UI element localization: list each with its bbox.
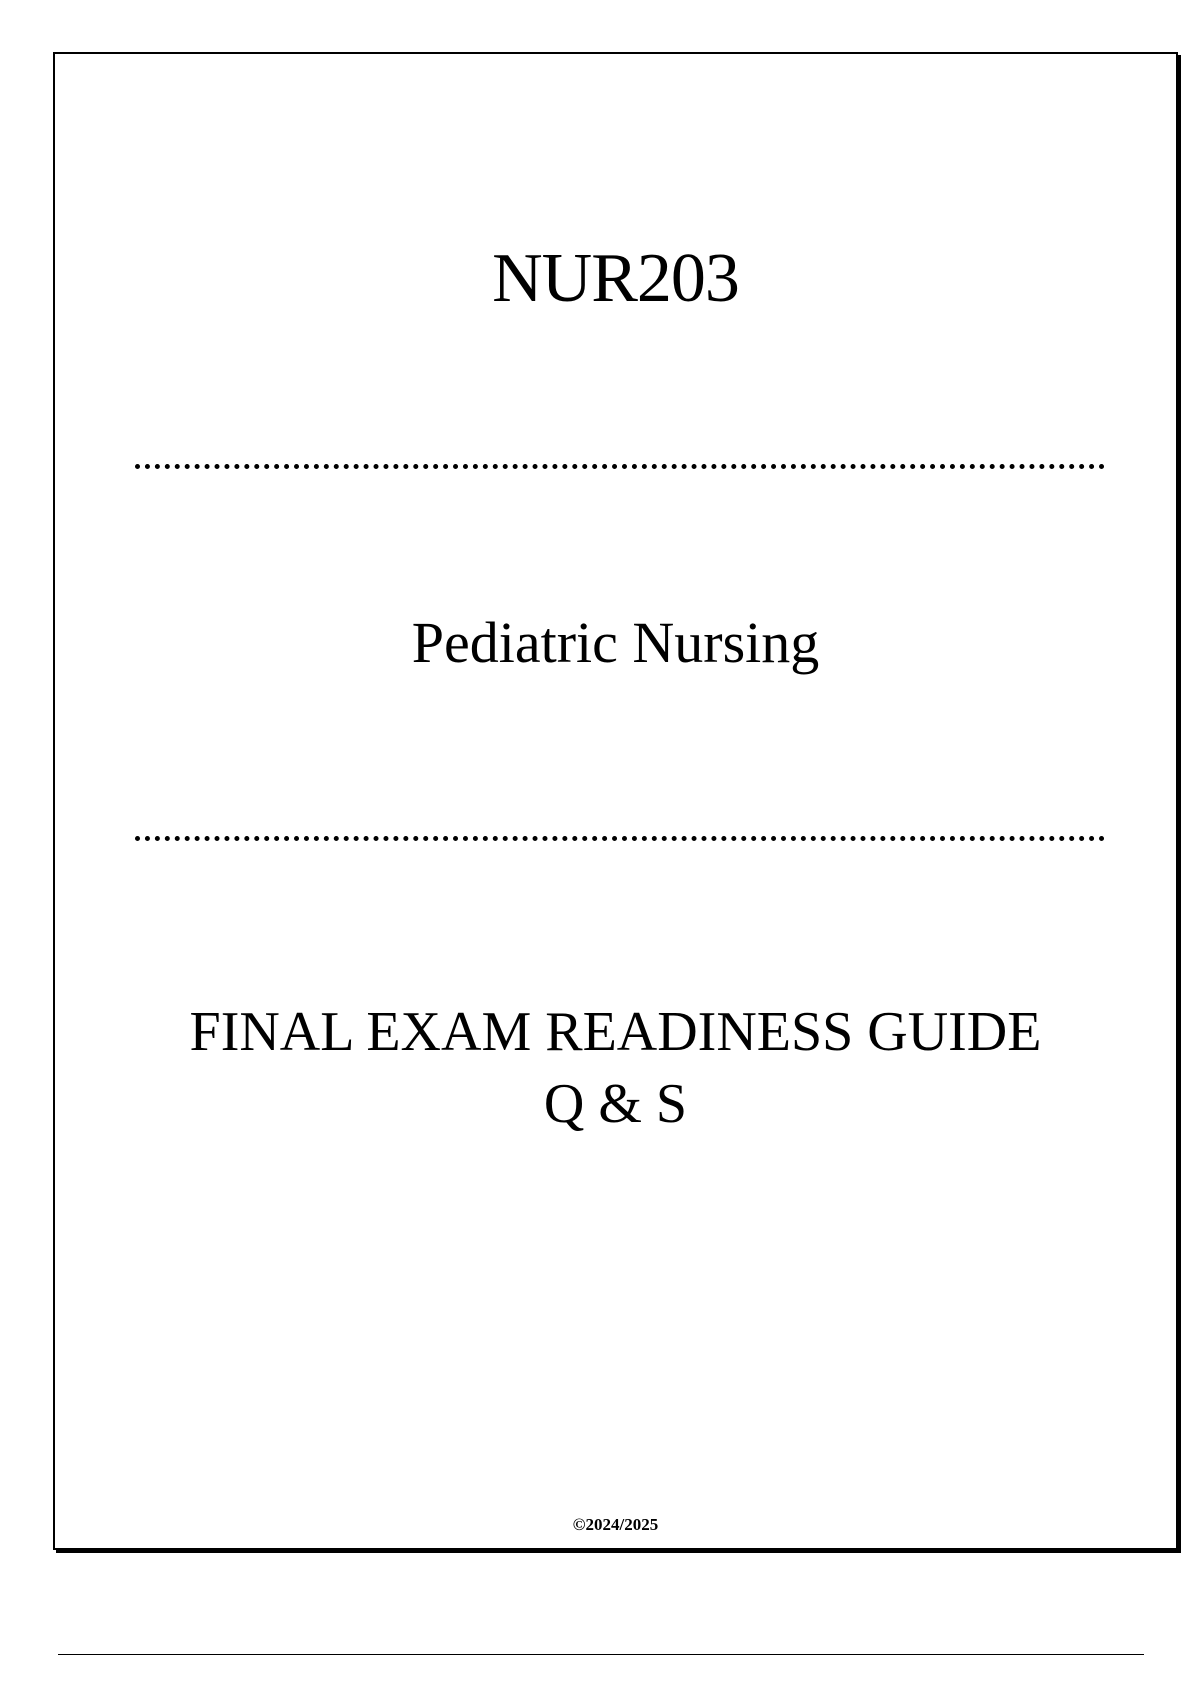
copyright-notice: ©2024/2025 bbox=[572, 1515, 659, 1534]
footer-rule bbox=[58, 1654, 1144, 1655]
guide-title-line-2: Q & S bbox=[543, 1073, 688, 1135]
guide-title bbox=[55, 996, 1176, 1140]
guide-title-line-1: FINAL EXAM READINESS GUIDE bbox=[189, 1001, 1042, 1063]
dotted-divider-bottom bbox=[135, 836, 1105, 841]
course-title: Pediatric Nursing bbox=[411, 610, 820, 675]
cover-page-frame bbox=[53, 52, 1178, 1550]
course-code: NUR203 bbox=[492, 240, 739, 317]
dotted-divider-top bbox=[135, 464, 1105, 469]
